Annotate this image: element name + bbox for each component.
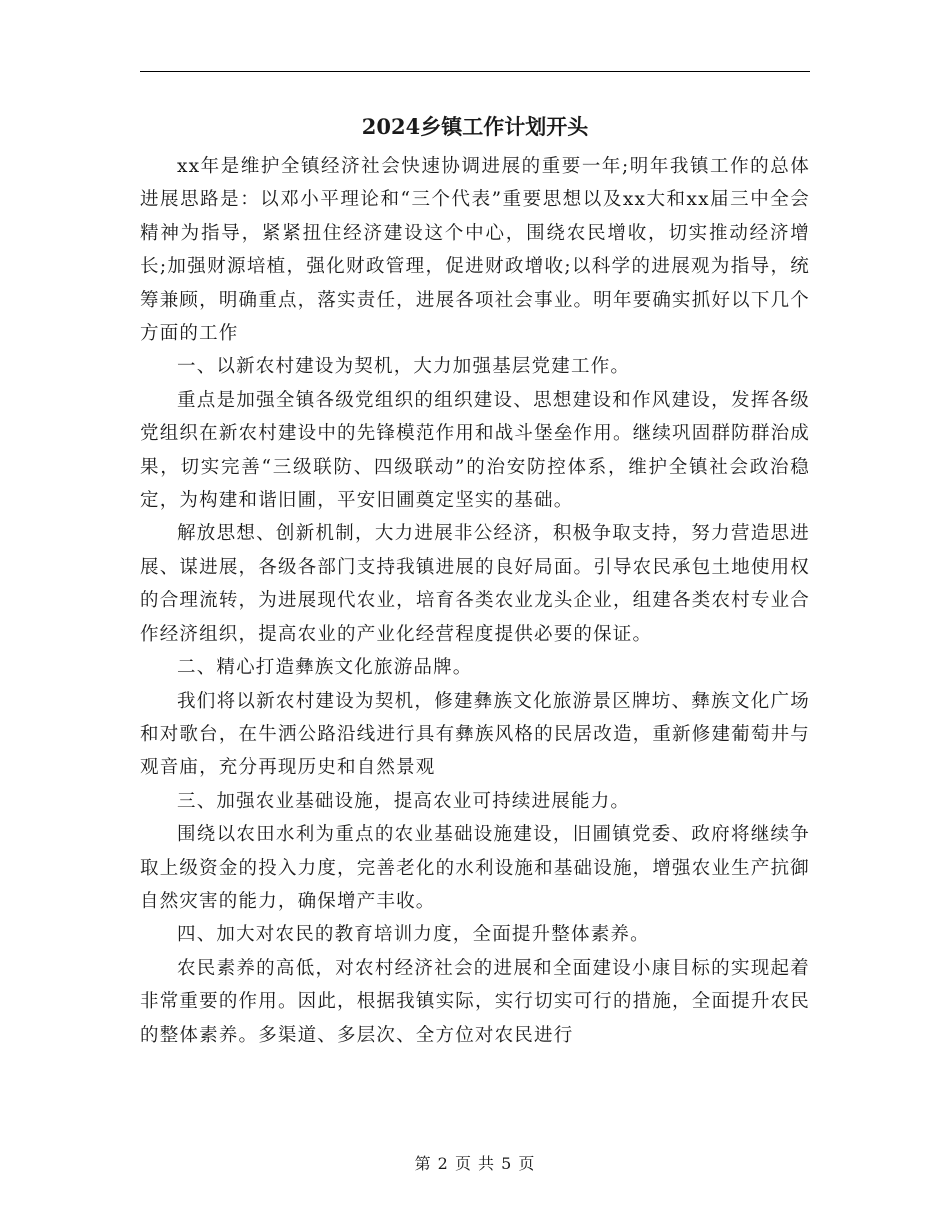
paragraph: 农民素养的高低，对农村经济社会的进展和全面建设小康目标的实现起着非常重要的作用。因此，根据我镇实际，实行切实可行的措施，全面提升农民的整体素养。多渠道、多层次、全方位对农民进行 [140, 957, 810, 1046]
document-body [140, 150, 810, 1052]
section-heading: 三、加强农业基础设施，提高农业可持续进展能力。 [177, 790, 631, 812]
paragraph: 我们将以新农村建设为契机，修建彝族文化旅游景区牌坊、彝族文化广场和对歌台，在牛洒公路沿线进行具有彝族风格的民居改造，重新修建葡萄井与观音庙，充分再现历史和自然景观 [140, 690, 810, 779]
paragraph: 重点是加强全镇各级党组织的组织建设、思想建设和作风建设，发挥各级党组织在新农村建设中的先锋模范作用和战斗堡垒作用。继续巩固群防群治成果，切实完善“三级联防、四级联动”的治安防控体系，维护全镇社会政治稳定，为构建和谐旧圃，平安旧圃奠定坚实的基础。 [140, 389, 810, 512]
paragraph: 解放思想、创新机制，大力进展非公经济，积极争取支持，努力营造思进展、谋进展，各级各部门支持我镇进展的良好局面。引导农民承包土地使用权的合理流转，为进展现代农业，培育各类农业龙头企业，组建各类农村专业合作经济组织，提高农业的产业化经营程度提供必要的保证。 [140, 523, 810, 645]
section-heading: 一、以新农村建设为契机，大力加强基层党建工作。 [177, 356, 631, 378]
paragraph: 围绕以农田水利为重点的农业基础设施建设，旧圃镇党委、政府将继续争取上级资金的投入力度，完善老化的水利设施和基础设施，增强农业生产抗御自然灾害的能力，确保增产丰收。 [140, 824, 810, 912]
page-footer [0, 1153, 950, 1175]
section-heading: 四、加大对农民的教育培训力度，全面提升整体素养。 [177, 924, 650, 946]
document-title: 2024乡镇工作计划开头 [361, 114, 589, 139]
section-heading: 二、精心打造彝族文化旅游品牌。 [177, 657, 473, 679]
header-rule [140, 71, 810, 72]
paragraph: xx年是维护全镇经济社会快速协调进展的重要一年;明年我镇工作的总体进展思路是：以邓小平理论和“三个代表”重要思想以及xx大和xx届三中全会精神为指导，紧紧扭住经济建设这个中心，围绕农民增收，切实推动经济增长;加强财源培植，强化财政管理，促进财政增收;以科学的进展观为指导，统筹兼顾，明确重点，落实责任，进展各项社会事业。明年要确实抓好以下几个方面的工作 [140, 156, 810, 345]
page-number: 第 2 页 共 5 页 [414, 1154, 536, 1173]
